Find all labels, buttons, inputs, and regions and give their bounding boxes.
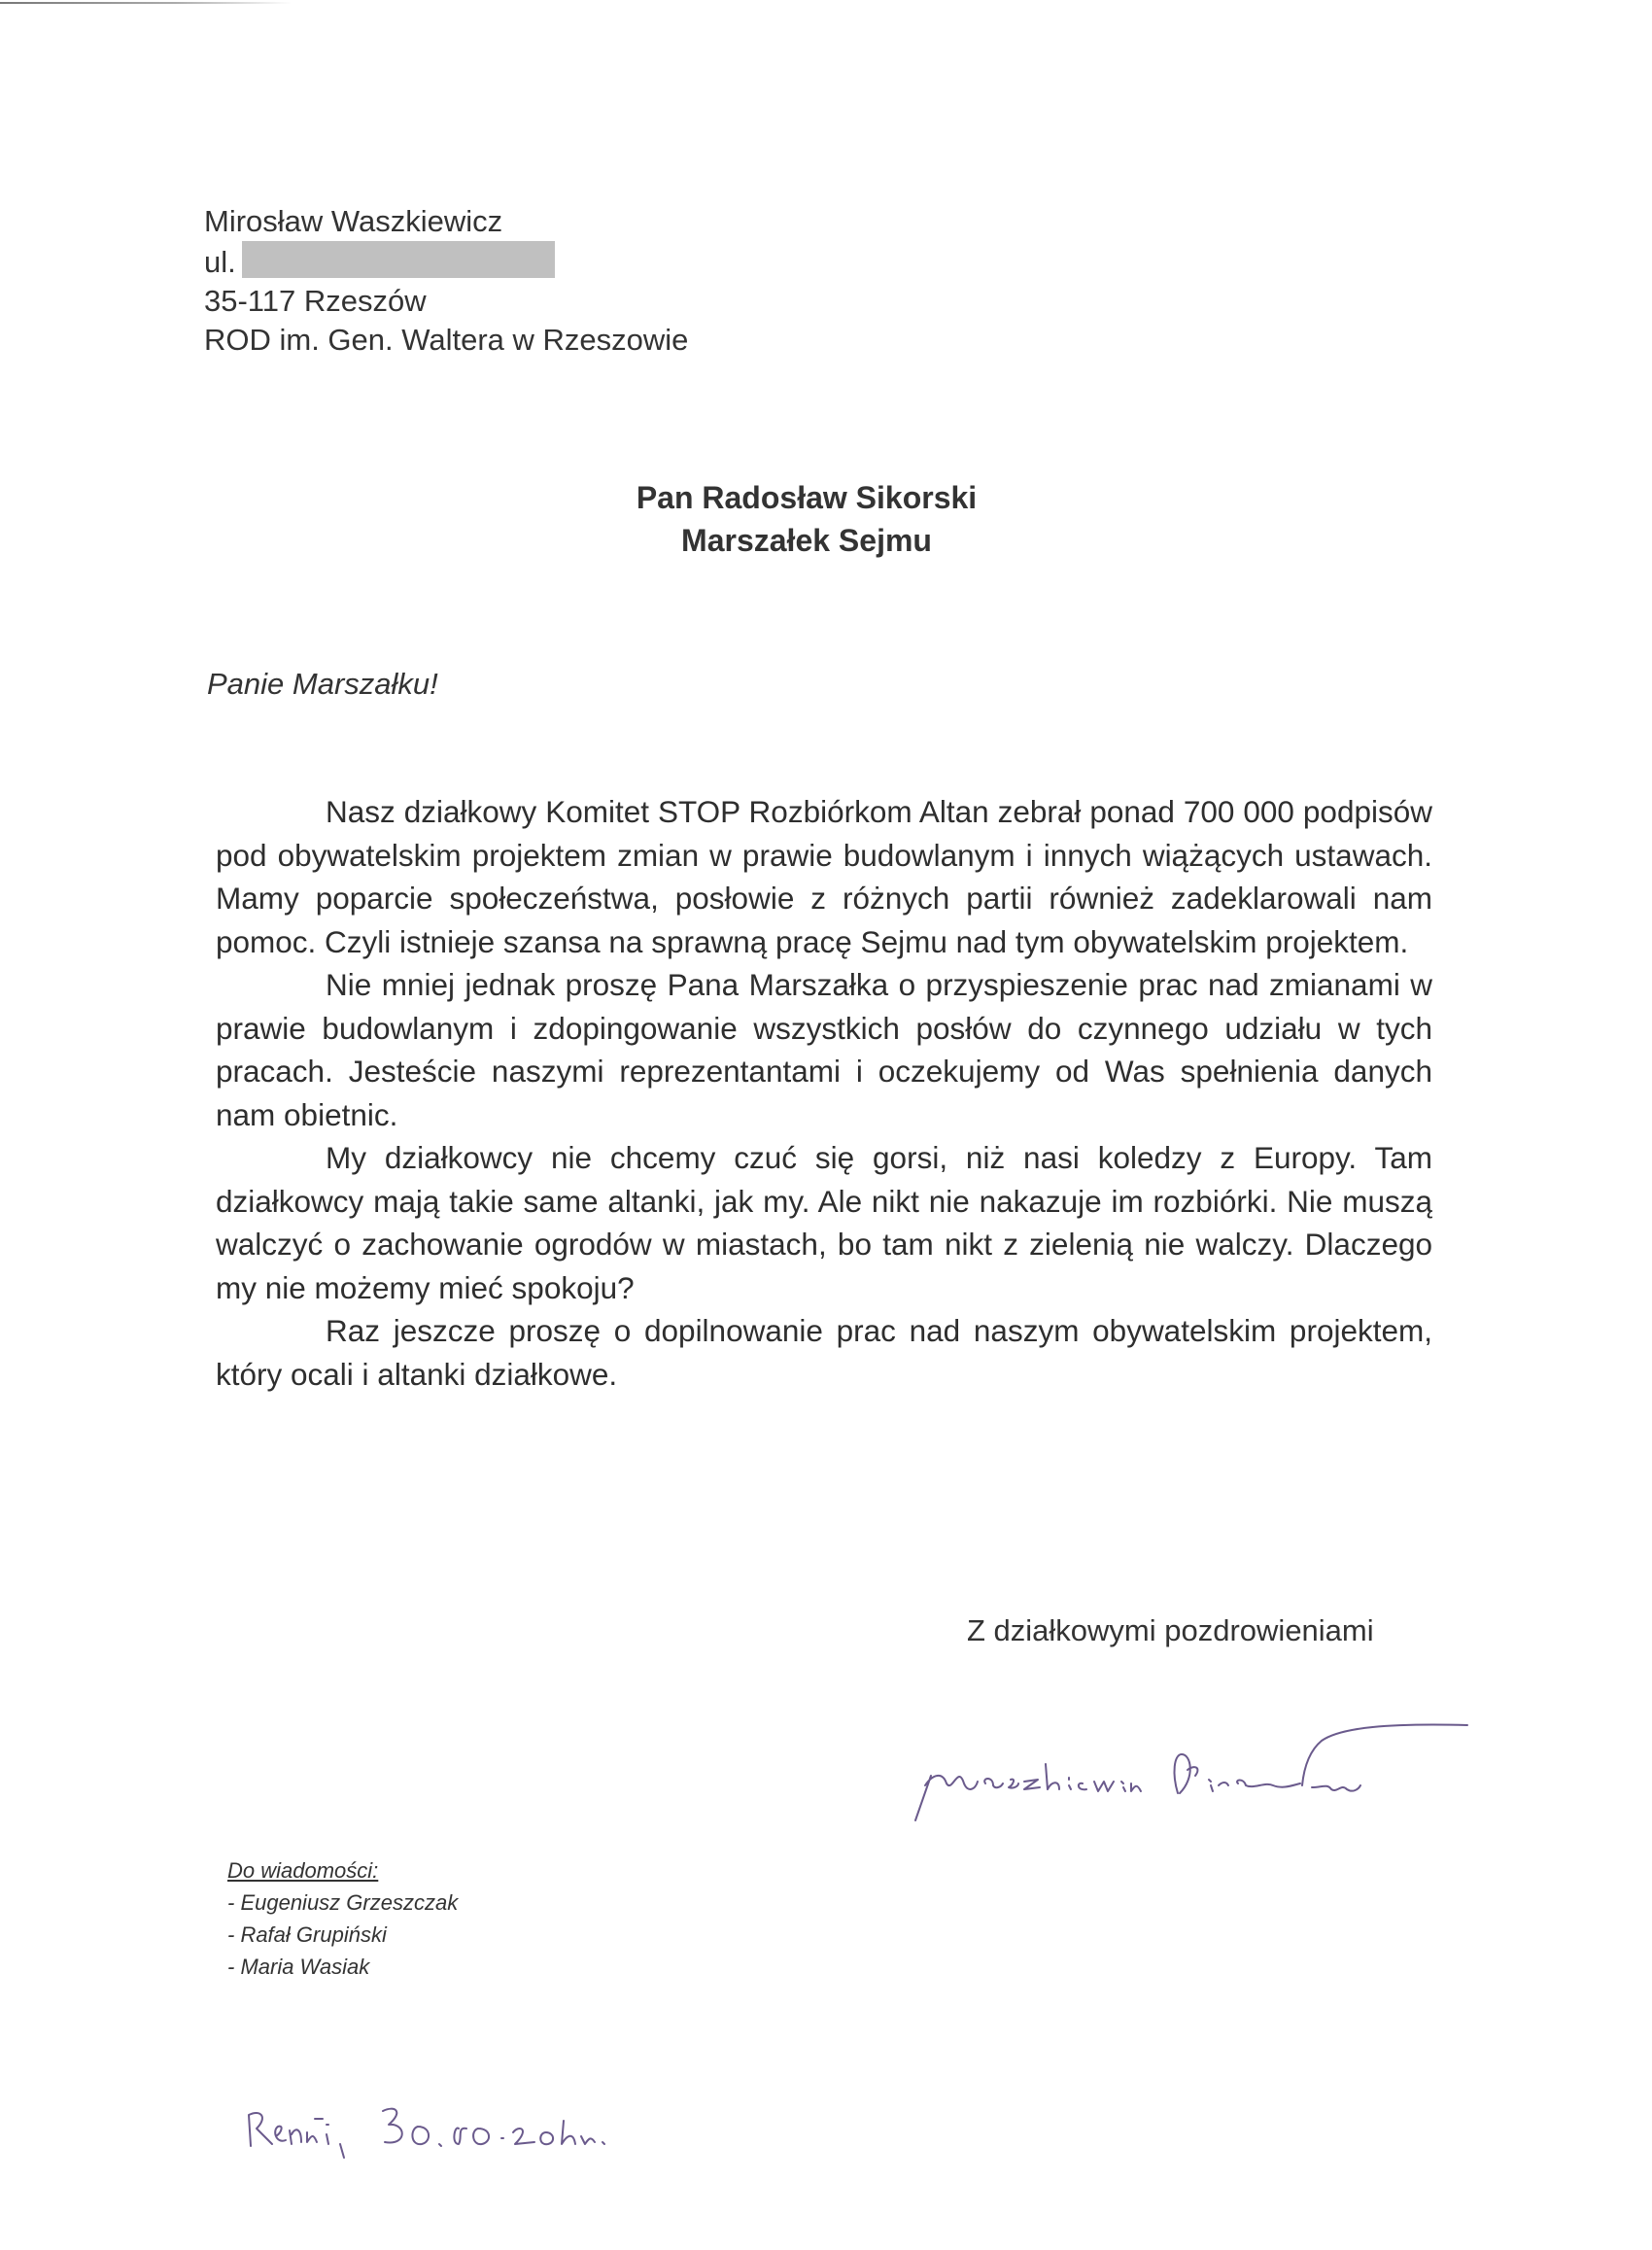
scan-edge-mark xyxy=(0,2,292,4)
handwritten-signature xyxy=(904,1696,1487,1822)
handwritten-date xyxy=(243,2090,729,2177)
sender-city: 35-117 Rzeszów xyxy=(204,284,427,318)
closing-phrase: Z działkowymi pozdrowieniami xyxy=(967,1613,1374,1647)
body-paragraph: My działkowcy nie chcemy czuć się gorsi, niż nasi koledzy z Europy. Tam działkowcy mają takie same altanki, jak my. Ale nikt nie nakazuje im rozbiórki. Nie muszą walczyć o zachowanie ogrodów w miastach, bo tam nikt z zielenią nie walczy. Dlaczego my nie możemy mieć spokoju? xyxy=(216,1140,1432,1305)
cc-recipient: - Rafał Grupiński xyxy=(227,1922,387,1947)
street-prefix: ul. xyxy=(204,245,236,279)
cc-recipient: - Maria Wasiak xyxy=(227,1955,370,1979)
sender-street xyxy=(204,241,688,282)
sender-organization: ROD im. Gen. Waltera w Rzeszowie xyxy=(204,323,689,357)
signature-text xyxy=(904,1696,914,1697)
body-paragraph: Raz jeszcze proszę o dopilnowanie prac nad naszym obywatelskim projektem, który ocali i altanki działkowe. xyxy=(216,1313,1432,1392)
handwritten-date-icon xyxy=(243,2090,729,2177)
body-paragraph: Nie mniej jednak proszę Pana Marszałka o przyspieszenie prac nad zmianami w prawie budowlanym i zdopingowanie wszystkich posłów do czynnego udziału w tych pracach. Jesteście naszymi reprezentantami i oczekujemy od Was spełnienia danych nam obietnic. xyxy=(216,967,1432,1132)
cc-list xyxy=(227,1854,458,1983)
letter-body xyxy=(216,790,1432,1396)
salutation: Panie Marszałku! xyxy=(207,667,438,701)
signature-icon xyxy=(904,1696,1487,1822)
cc-title: Do wiadomości: xyxy=(227,1858,379,1883)
recipient-block xyxy=(515,476,1098,562)
recipient-title: Marszałek Sejmu xyxy=(681,523,932,558)
sender-address-block xyxy=(204,202,688,360)
sender-name: Mirosław Waszkiewicz xyxy=(204,204,503,238)
date-text xyxy=(243,2090,255,2091)
redacted-street-box xyxy=(242,241,555,278)
body-paragraph: Nasz działkowy Komitet STOP Rozbiórkom Altan zebrał ponad 700 000 podpisów pod obywatelskim projektem zmian w prawie budowlanym i innych wiążących ustawach. Mamy poparcie społeczeństwa, posłowie z różnych partii również zadeklarowali nam pomoc. Czyli istnieje szansa na sprawną pracę Sejmu nad tym obywatelskim projektem. xyxy=(216,794,1432,959)
cc-recipient: - Eugeniusz Grzeszczak xyxy=(227,1890,459,1915)
recipient-name: Pan Radosław Sikorski xyxy=(636,480,978,515)
